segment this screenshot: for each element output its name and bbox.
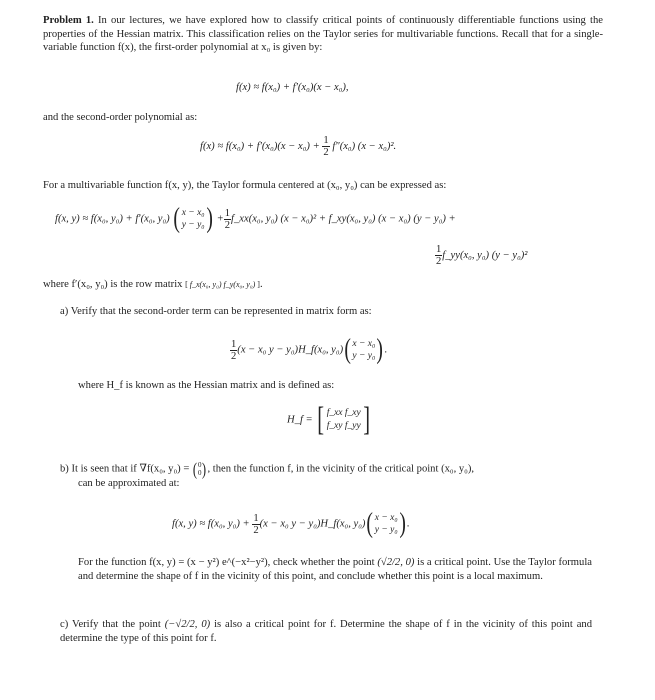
part-a-matrix-form: $\frac{1}{2}$ (x − x₀ y − y₀)H_f(x₀, y₀)( x − x₀ y − y₀ ).	[231, 334, 388, 365]
half-fraction: $\frac{1}{2}$	[323, 135, 329, 158]
column-vector: x − x₀ y − y₀	[352, 339, 376, 361]
taylor-line1-b: f_xx(x₀, y₀) (x − x₀)² + f_xy(x₀, y₀) (x − x₀) (y − y₀) +	[231, 213, 456, 225]
hessian-entries: f_xx f_xy f_xy f_yy	[326, 408, 361, 431]
critical-point-2: (−√2/2, 0)	[164, 619, 211, 630]
part-a-text: a) Verify that the second-order term can be represented in matrix form as:	[60, 306, 372, 317]
second-order-lead: and the second-order polynomial as:	[43, 112, 198, 123]
half-fraction: $\frac{1}{2}$	[224, 207, 231, 231]
taylor-line2-text: f_yy(x₀, y₀) (y − y₀)²	[442, 249, 528, 261]
part-b-line2: can be approximated at:	[78, 478, 180, 489]
hessian-symbol: H_f(x₀, y₀)	[298, 344, 344, 356]
problem-title: Problem 1.	[43, 15, 94, 26]
row-matrix-line: where f′(x₀, y₀) is the row matrix [ f_x(x₀, y₀) f_y(x₀, y₀) ].	[43, 279, 263, 290]
taylor-line-2	[435, 244, 527, 267]
part-c-label: c)	[60, 619, 69, 630]
critical-point-1: (√2/2, 0)	[377, 557, 415, 568]
part-a-label: a)	[60, 306, 69, 317]
intro-text: In our lectures, we have explored how to classify critical points of continuously differentiable functions using the properties of the Hessian matrix. This classification relies on the Taylor series for multivariable functions. Recall that for a single-variable function f(x), the first-order polynomial at x₀ is given by:	[43, 15, 603, 54]
eq-second-order-a: f(x) ≈ f(x₀) + f′(x₀)(x − x₀) +	[200, 140, 320, 152]
part-b-approx: f(x, y) ≈ f(x₀, y₀) + $\frac{1}{2}$ (x − x₀ y − y₀)H_f(x₀, y₀)( x − x₀ y − y₀ ).	[172, 508, 410, 539]
zero-vector: 0 0	[197, 461, 202, 477]
part-c-para: c) Verify that the point (−√2/2, 0) is also a critical point for f. Determine the shape of f in the vicinity of this point and determine the type of this point for f.	[60, 619, 592, 644]
hessian-def: where H_f is known as the Hessian matrix and is defined as:	[78, 380, 335, 391]
eq-second-order	[200, 135, 396, 158]
eq-first-order: f(x) ≈ f(x₀) + f′(x₀)(x − x₀),	[236, 82, 349, 93]
half-fraction: $\frac{1}{2}$	[253, 512, 259, 536]
taylor-vector: x − x₀ y − y₀	[181, 208, 205, 230]
half-fraction: $\frac{1}{2}$	[231, 338, 237, 362]
row-matrix: [ f_x(x₀, y₀) f_y(x₀, y₀) ]	[185, 280, 260, 289]
row-matrix-text: where f′(x₀, y₀) is the row matrix	[43, 279, 183, 290]
hessian-matrix: H_f = [ f_xx f_xy f_xy f_yy ]	[287, 401, 370, 438]
part-b-label: b)	[60, 463, 69, 475]
taylor-line-1: f(x, y) ≈ f(x₀, y₀) + f′(x₀, y₀) ( x − x₀ y − y₀ ) + $\frac{1}{2}$ f_xx(x₀, y₀) (x − x₀)² + f_xy(x₀, y₀) (x − x₀) (y − y₀) +	[55, 203, 456, 234]
row-vector: x − x₀ y − y₀	[240, 344, 295, 356]
part-b-line1: b) It is seen that if ∇f(x₀, y₀) = ( 0 0 ), then the function f, in the vicinity of the critical point (x₀, y₀),	[60, 459, 475, 479]
part-b-function-para: For the function f(x, y) = (x − y²) e^(−x²−y²), check whether the point (√2/2, 0) is a critical point. Use the Taylor formula and determine the shape of f in the vicinity of this point, and conclude whether this point is a local maximum.	[78, 557, 592, 582]
multivar-lead: For a multivariable function f(x, y), the Taylor formula centered at (x₀, y₀) can be expressed as:	[43, 180, 447, 191]
eq-second-order-b: f″(x₀) (x − x₀)².	[332, 140, 397, 152]
half-fraction: $\frac{1}{2}$	[436, 244, 442, 267]
taylor-line1-a: f(x, y) ≈ f(x₀, y₀) + f′(x₀, y₀)	[55, 213, 170, 225]
problem-intro	[43, 14, 603, 55]
